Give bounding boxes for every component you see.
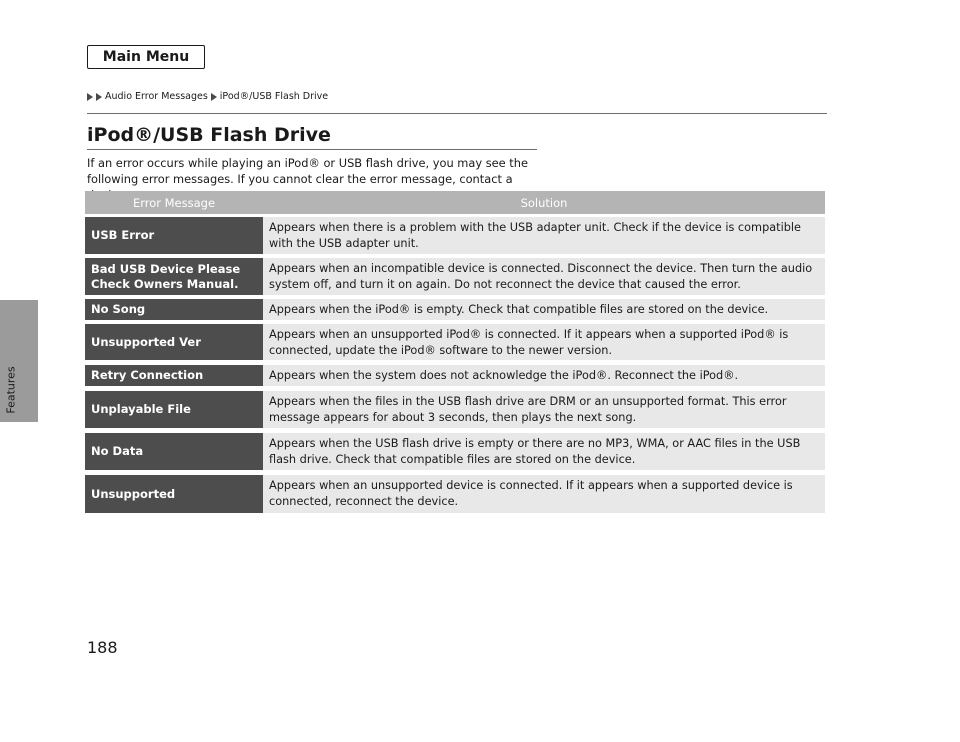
- error-message-table: [85, 191, 825, 513]
- table-row: [85, 217, 825, 254]
- title-underline: [87, 149, 537, 150]
- column-header-error-message: Error Message: [132, 195, 216, 210]
- main-menu-button[interactable]: Main Menu: [87, 45, 205, 69]
- table-row: [85, 324, 825, 360]
- error-message-cell: No Data: [85, 433, 263, 470]
- solution-cell: Appears when the USB flash drive is empty or there are no MP3, WMA, or AAC files in the USB flash drive. Check that compatible files are stored on the device.: [263, 433, 825, 470]
- breadcrumb-current-page: iPod®/USB Flash Drive: [219, 91, 329, 102]
- table-row: [85, 299, 825, 320]
- solution-cell: Appears when the files in the USB flash drive are DRM or an unsupported format. This error message appears for about 3 seconds, then plays the next song.: [263, 391, 825, 428]
- solution-cell: Appears when the system does not acknowledge the iPod®. Reconnect the iPod®.: [263, 365, 825, 386]
- page-number: 188: [87, 638, 118, 657]
- error-message-cell: Unsupported Ver: [85, 324, 263, 360]
- header-divider: [87, 113, 827, 114]
- breadcrumb-arrow-icon: [87, 93, 93, 101]
- solution-cell: Appears when an incompatible device is connected. Disconnect the device. Then turn the audio system off, and turn it on again. Do not reconnect the device that caused the error.: [263, 258, 825, 295]
- table-row: [85, 391, 825, 428]
- error-message-cell: USB Error: [85, 217, 263, 254]
- solution-cell: Appears when there is a problem with the USB adapter unit. Check if the device is compatible with the USB adapter unit.: [263, 217, 825, 254]
- breadcrumb-arrow-icon: [211, 93, 217, 101]
- breadcrumb: [87, 91, 328, 102]
- error-message-cell: Unsupported: [85, 475, 263, 513]
- section-label: Features: [4, 366, 18, 414]
- table-row: [85, 475, 825, 513]
- solution-cell: Appears when an unsupported device is connected. If it appears when a supported device is connected, reconnect the device.: [263, 475, 825, 513]
- table-row: [85, 258, 825, 295]
- error-message-cell: Unplayable File: [85, 391, 263, 428]
- page-title: iPod®/USB Flash Drive: [87, 124, 331, 146]
- error-message-cell: Bad USB Device Please Check Owners Manual.: [85, 258, 263, 295]
- error-message-cell: Retry Connection: [85, 365, 263, 386]
- column-header-solution: Solution: [520, 195, 568, 210]
- breadcrumb-link-audio-error-messages[interactable]: Audio Error Messages: [105, 91, 208, 102]
- table-header: [85, 191, 825, 214]
- intro-text: If an error occurs while playing an iPod® or USB flash drive, you may see the following error messages. If you cannot clear the error message, contact a: [87, 156, 528, 186]
- table-row: [85, 365, 825, 386]
- breadcrumb-arrow-icon: [96, 93, 102, 101]
- error-message-cell: No Song: [85, 299, 263, 320]
- table-row: [85, 433, 825, 470]
- solution-cell: Appears when the iPod® is empty. Check that compatible files are stored on the device.: [263, 299, 825, 320]
- solution-cell: Appears when an unsupported iPod® is connected. If it appears when a supported iPod® is connected, update the iPod® software to the newer version.: [263, 324, 825, 360]
